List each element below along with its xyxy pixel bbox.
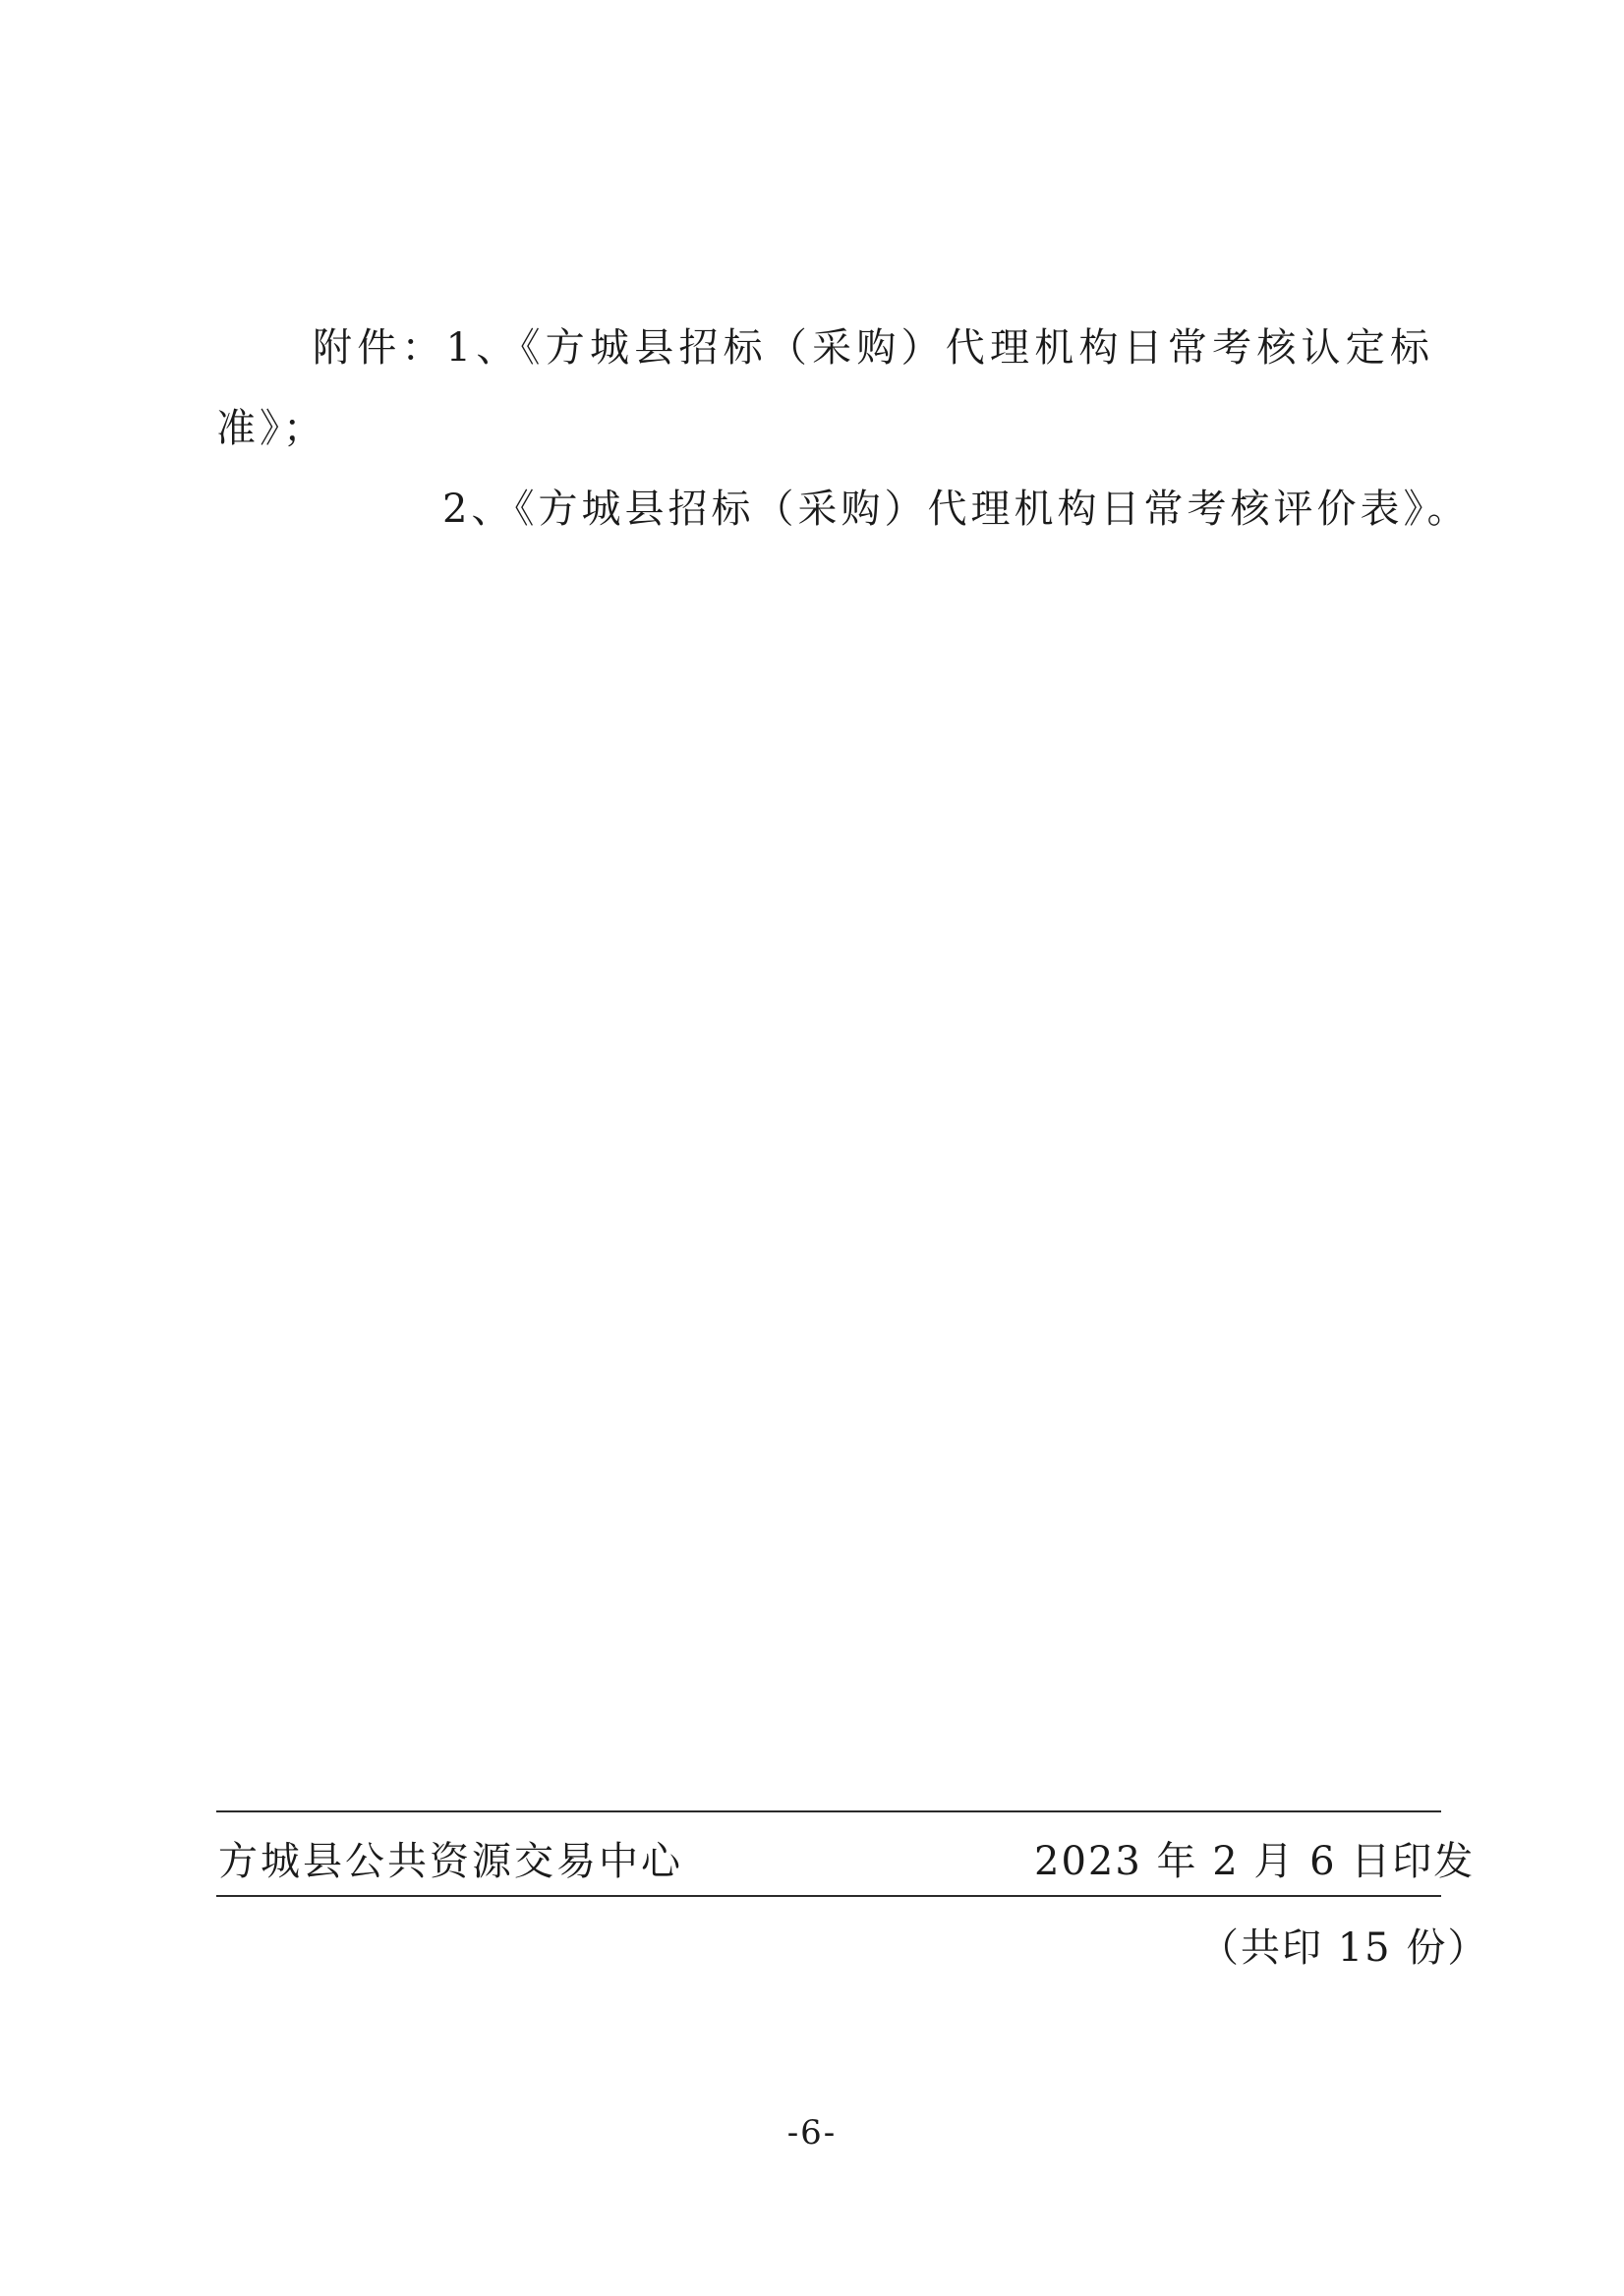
attachment-item-1: 附件：1、《方城县招标（采购）代理机构日常考核认定标 <box>313 325 1433 371</box>
footer-top-rule <box>216 1810 1441 1812</box>
page-number: -6- <box>786 2113 838 2152</box>
issuing-organization: 方城县公共资源交易中心 <box>218 1839 683 1884</box>
attachment-item-1-continued: 准》； <box>216 406 326 451</box>
issue-date: 2023 年 2 月 6 日印发 <box>1034 1839 1476 1884</box>
attachment-item-2: 2、《方城县招标（采购）代理机构日常考核评价表》。 <box>442 487 1471 532</box>
footer-bottom-rule <box>216 1895 1441 1897</box>
print-copies: （共印 15 份） <box>1199 1925 1489 1971</box>
